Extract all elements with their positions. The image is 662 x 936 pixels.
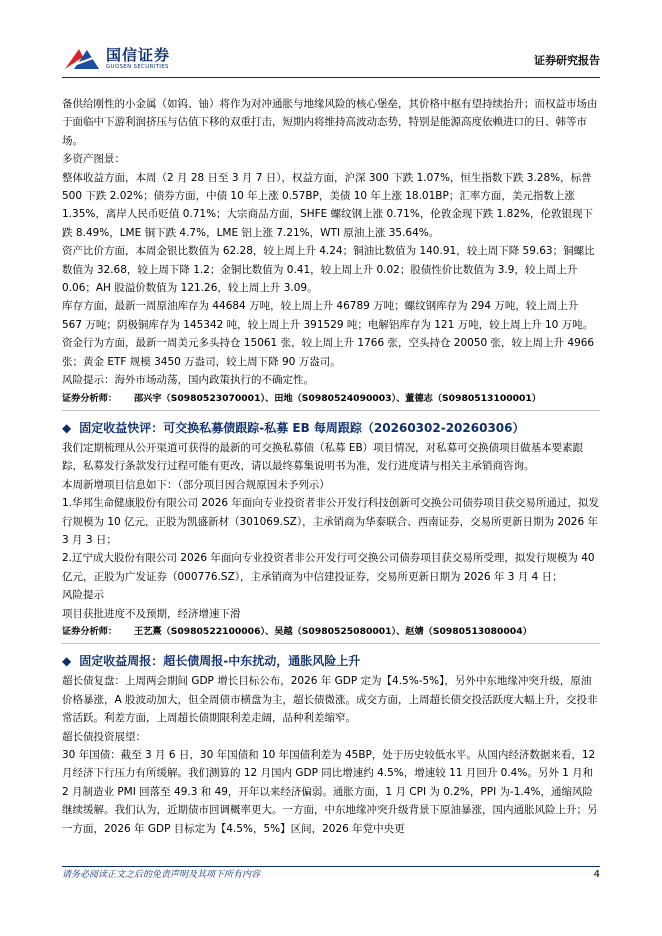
logo-wordmark-cn: 国信证券 [106,46,171,64]
footer-rule [62,866,600,867]
section1-subheading: 多资产图景： [62,153,125,166]
page-header [62,44,600,74]
section3-paragraph: 30 年国债：截至 3 月 6 日，30 年国债和 10 年国债利差为 45BP，处于历史较低水平。从国内经济数据来看，12 月经济下行压力有所缓解。我们测算的 12 月国内 GDP 同比增速约 4.5%，增速较 11 月回升 0.4%。另外 1 月和 2 月制造业 PMI 回落至 49.3 和 49，开年以来经济偏弱。通胀方面，1 月 CPI 为 0.2%，PPI 为-1.4%，通缩风险继续缓解。我们认为，近期债市回调概率更大。一方面，中东地缘冲突升级背景下原油暴涨，国内通胀风险上升；另一方面，2026 年 GDP 目标定为【4.5%，5%】区间，2026 年党中央更 [62,748,598,835]
analyst-label: 证券分析师： [62,392,118,404]
section1-risk-note: 风险提示：海外市场动荡，国内政策执行的不确定性。 [62,374,314,387]
section2-risk-heading: 风险提示 [62,589,104,602]
section2-list-item: 2.辽宁成大股份有限公司 2026 年面向专业投资者非公开发行可交换公司债券项目获交易所受理，拟发行规模为 40 亿元，正股为广发证券（000776.SZ），主承销商为中信建投证券，交易所更新日期为 2026 年 3 月 4 日； [62,552,595,583]
header-rule [62,77,600,78]
report-type-label: 证券研究报告 [534,54,600,67]
guosen-logo-icon [62,44,102,72]
section1-paragraph: 资产比价方面，本周金银比数值为 62.28，较上周上升 4.24；铜油比数值为 140.91，较上周下降 59.63；铜螺比数值为 32.68，较上周下降 1.2；金铜比数值为 0.41，较上周上升 0.02；股债性价比数值为 3.9，较上周上升 0.06；AH 股溢价数值为 121.26，较上周上升 3.09。 [62,245,595,295]
section2-risk-text: 项目获批进度不及预期，经济增速下滑 [62,607,241,620]
section3-subheading: 超长债投资展望： [62,730,146,743]
analyst-names: 王艺熹（S0980522100006）、吴越（S0980525080001）、赵婧（S0980513080004） [134,625,532,637]
section2-list-item: 1.华邦生命健康股份有限公司 2026 年面向专业投资者非公开发行科技创新可交换公司债券项目获交易所通过，拟发行规模为 10 亿元，正股为凯盛新材（301069.SZ），主承销商为华泰联合、西南证券，交易所更新日期为 2026 年 3 月 3 日； [62,497,599,546]
section3-title-text: 固定收益周报：超长债周报-中东扰动，通胀风险上升 [79,654,361,669]
section1-paragraph: 库存方面，最新一周原油库存为 44684 万吨，较上周上升 46789 万吨；螺纹钢库存为 294 万吨，较上周上升 567 万吨；阴极铜库存为 145342 吨，较上周上升 391529 吨；电解铝库存为 121 万吨，较上周上升 10 万吨。 [62,300,594,331]
section3-title [62,650,600,672]
section-divider [62,410,600,411]
report-body [62,95,600,838]
section1-paragraph: 整体收益方面，本周（2 月 28 日至 3 月 7 日），权益方面，沪深 300 下跌 1.07%，恒生指数下跌 3.28%，标普 500 下跌 2.02%；债券方面，中债 10 年上涨 0.57BP，美债 10 年上涨 18.01BP；汇率方面，美元指数上涨 1.35%，离岸人民币贬值 0.71%；大宗商品方面，SHFE 螺纹钢上涨 0.71%，伦敦金现下跌 1.82%，伦敦银现下跌 8.49%，LME 铜下跌 4.7%，LME 铝上涨 7.21%，WTI 原油上涨 35.64%。 [62,171,594,239]
section1-paragraph: 备供给刚性的小金属（如钨、铀）将作为对冲通胀与地缘风险的核心堡垒，其价格中枢有望持续抬升；而权益市场由于面临中下游利润挤压与估值下移的双重打击，短期内将维持高波动态势，特别是能源高度依赖进口的日、韩等市场。 [62,98,598,147]
logo-wordmark-en: GUOSEN SECURITIES [106,64,169,70]
section-divider [62,643,600,644]
section3-paragraph: 超长债复盘：上周两会期间 GDP 增长目标公布，2026 年 GDP 定为【4.5%-5%】，另外中东地缘冲突升级，原油价格暴涨，A 股波动加大，但全周债市横盘为主，超长债微涨。成交方面，上周超长债交投活跃度大幅上升，交投非常活跃。利差方面，上周超长债期限利差走阔，品种利差缩窄。 [62,675,598,725]
analyst-names: 邵兴宇（S0980523070001）、田地（S0980524090003）、董德志（S0980513100001） [134,392,541,404]
section2-title [62,417,600,439]
diamond-bullet-icon: ◆ [62,420,72,435]
page-number: 4 [593,869,600,880]
section2-paragraph: 本周新增项目信息如下：（部分项目因合规原因未予列示） [62,478,330,491]
footer-disclaimer: 请务必阅读正文之后的免责声明及其项下所有内容 [62,870,261,880]
section2-title-text: 固定收益快评：可交换私募债跟踪-私募 EB 每周跟踪（20260302-20260306） [79,420,525,435]
section2-paragraph: 我们定期梳理从公开渠道可获得的最新的可交换私募债（私募 EB）项目情况，对私募可交换债项目做基本要素跟踪，私募发行条款发行过程可能有更改，请以最终募集说明书为准，发行进度请与相关主承销商咨询。 [62,441,584,473]
diamond-bullet-icon: ◆ [62,654,72,669]
analyst-label: 证券分析师： [62,625,118,637]
section1-paragraph: 资金行为方面，最新一周美元多头持仓 15061 张，较上周上升 1766 张，空头持仓 20050 张，较上周上升 4966 张；黄金 ETF 规模 3450 万盎司，较上周下降 90 万盎司。 [62,337,595,368]
analyst-line [62,623,600,641]
analyst-line [62,390,600,408]
